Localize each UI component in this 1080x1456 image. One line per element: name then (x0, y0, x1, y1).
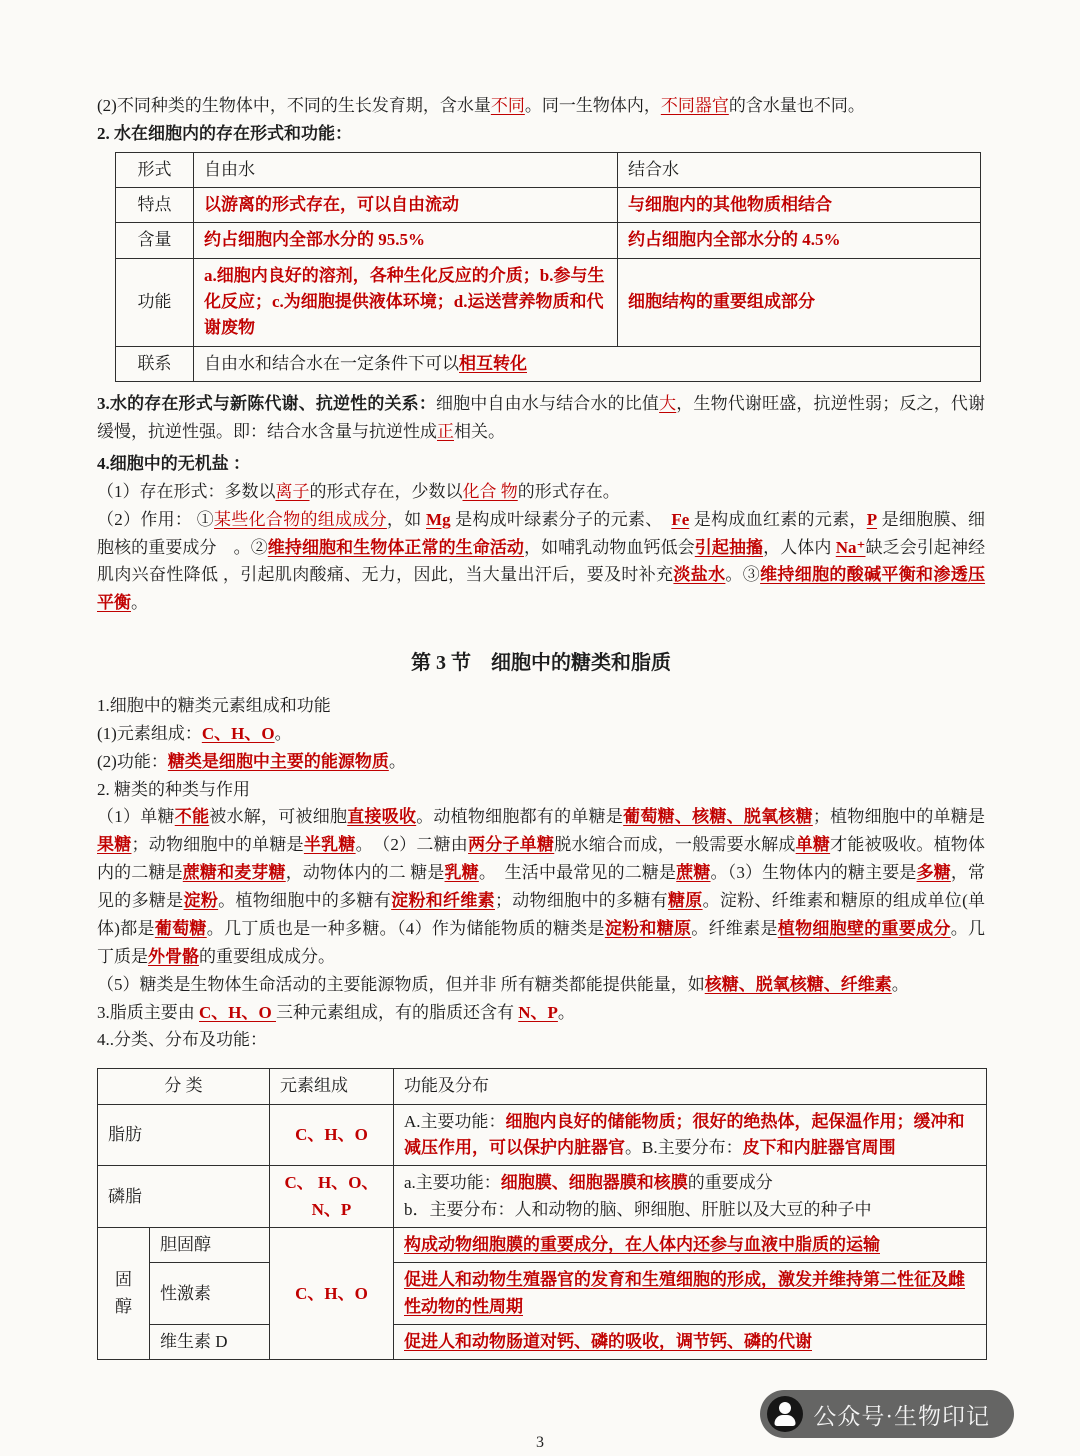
header-cell-function: 功能及分布 (394, 1069, 987, 1104)
table-row (98, 1104, 987, 1166)
official-account-icon (767, 1396, 803, 1432)
table-row (116, 258, 981, 346)
header-cell-class: 分 类 (98, 1069, 270, 1104)
phospholipid-function-line: a.主要功能：细胞膜、细胞器膜和核膜的重要成分 (404, 1173, 773, 1193)
table-row (98, 1069, 987, 1104)
table-row (98, 1166, 987, 1228)
table-cell: 结合水 (618, 152, 981, 187)
table-cell: 与细胞内的其他物质相结合 (618, 188, 981, 223)
table-cell (394, 1166, 987, 1228)
table-row (116, 188, 981, 223)
table-row (98, 1325, 987, 1360)
watermark-badge (760, 1390, 1014, 1438)
table-cell: 维生素 D (150, 1325, 270, 1360)
table-cell: 性激素 (150, 1263, 270, 1325)
page-number: 3 (536, 1434, 544, 1451)
paragraph-sugar-types-detail: （1）单糖不能被水解，可被细胞直接吸收。动植物细胞都有的单糖是葡萄糖、核糖、脱氧核糖；植物细胞中的单糖是果糖；动物细胞中的单糖是半乳糖。 （2）二糖由两分子单糖脱水缩合而成，一般需要水解成单糖才能被吸收。植物体内的二糖是蔗糖和麦芽糖，动物体内的二 糖是乳糖。 生活中最常见的二糖是蔗糖。（3）生物体内的糖主要是多糖，常见的多糖是淀粉。植物细胞中的多糖有淀粉和纤维素；动物细胞中的多糖有糖原。淀粉、纤维素和糖原的组成单位(单体)都是葡萄糖。几丁质也是一种多糖。（4）作为储能物质的糖类是淀粉和糖原。纤维素是植物细胞壁的重要成分。几丁质是外骨骼的重要组成成分。 (97, 807, 986, 966)
heading-water-forms: 2. 水在细胞内的存在形式和功能： (97, 123, 352, 143)
table-cell: 自由水和结合水在一定条件下可以相互转化 (194, 346, 981, 381)
paragraph-water-content: (2)不同种类的生物体中，不同的生长发育期，含水量不同。同一生物体内，不同器官的含水量也不同。 (97, 96, 865, 115)
table-cell: 构成动物细胞膜的重要成分，在人体内还参与血液中脂质的运输 (394, 1228, 987, 1263)
table-cell: A.主要功能：细胞内良好的储能物质；很好的绝热体，起保温作用；缓冲和减压作用，可以保护内脏器官。B.主要分布：皮下和内脏器官周围 (394, 1104, 987, 1166)
table-row (116, 152, 981, 187)
table-row (98, 1228, 987, 1263)
paragraph-lipid-elements: 3.脂质主要由 C、H、O 三种元素组成，有的脂质还含有 N、P。 (97, 1002, 575, 1022)
table-cell: C、H、O (270, 1228, 394, 1360)
table-cell: 细胞结构的重要组成部分 (618, 258, 981, 346)
heading-inorganic-salts: 4.细胞中的无机盐 ： (97, 453, 250, 473)
row-label-cell: 磷脂 (98, 1166, 270, 1228)
table-cell: C、 H、O、N、P (270, 1166, 394, 1228)
paragraph-salt-forms: （1）存在形式：多数以离子的形式存在，少数以化合 物的形式存在。 (97, 481, 620, 501)
water-forms-table (115, 152, 981, 382)
table-cell: C、H、O (270, 1104, 394, 1166)
row-label-cell: 脂肪 (98, 1104, 270, 1166)
paragraph-sugar-elements: (1)元素组成：C、H、O。 (97, 723, 292, 743)
table-row (116, 223, 981, 258)
row-label-cell: 形式 (116, 152, 194, 187)
table-cell: a.细胞内良好的溶剂，各种生化反应的介质；b.参与生化反应；c.为细胞提供液体环境；d.运送营养物质和代谢废物 (194, 258, 618, 346)
table-cell: 约占细胞内全部水分的 4.5% (618, 223, 981, 258)
phospholipid-distribution-line: b．主要分布：人和动物的脑、卵细胞、肝脏以及大豆的种子中 (404, 1199, 872, 1219)
table-cell: 以游离的形式存在，可以自由流动 (194, 188, 618, 223)
paragraph-salt-functions: （2）作用： ①某些化合物的组成成分，如 Mg 是构成叶绿素分子的元素、 Fe 是构成血红素的元素，P 是细胞膜、细胞核的重要成分 。②维持细胞和生物体正常的生命活动，如哺乳动物血钙低会引起抽搐，人体内 Na⁺缺乏会引起神经肌肉兴奋性降低 ，引起肌肉酸痛、无力，因此，当大量出汗后，要及时补充淡盐水。③维持细胞的酸碱平衡和渗透压平衡。 (97, 509, 986, 613)
table-cell: 自由水 (194, 152, 618, 187)
row-label-cell: 联系 (116, 346, 194, 381)
row-label-cell: 特点 (116, 188, 194, 223)
paragraph-water-metabolism: 3.水的存在形式与新陈代谢、抗逆性的关系：细胞中自由水与结合水的比值大，生物代谢旺盛，抗逆性弱；反之，代谢缓慢，抗逆性强。即：结合水含量与抗逆性成正相关。 (97, 394, 986, 442)
row-label-cell: 功能 (116, 258, 194, 346)
section-heading-sugars-lipids: 第 3 节 细胞中的糖类和脂质 (411, 652, 671, 675)
table-row (98, 1263, 987, 1325)
paragraph-sugar-function: (2)功能：糖类是细胞中主要的能源物质。 (97, 751, 406, 771)
table-cell: 约占细胞内全部水分的 95.5% (194, 223, 618, 258)
table-cell: 促进人和动物生殖器官的发育和生殖细胞的形成，激发并维持第二性征及雌性动物的性周期 (394, 1263, 987, 1325)
table-cell: 胆固醇 (150, 1228, 270, 1263)
heading-sugar-types: 2. 糖类的种类与作用 (97, 779, 250, 799)
heading-lipid-classification: 4..分类、分布及功能： (97, 1030, 267, 1050)
watermark-text: 公众号·生物印记 (813, 1403, 990, 1429)
table-row (116, 346, 981, 381)
header-cell-elements: 元素组成 (270, 1069, 394, 1104)
row-label-cell: 固醇 (98, 1228, 150, 1360)
paragraph-sugar-intro: 1.细胞中的糖类元素组成和功能 (97, 695, 331, 715)
table-cell: 促进人和动物肠道对钙、磷的吸收，调节钙、磷的代谢 (394, 1325, 987, 1360)
paragraph-sugar-energy: （5）糖类是生物体生命活动的主要能源物质，但并非 所有糖类都能提供能量，如核糖、脱氧核糖、纤维素。 (97, 974, 909, 994)
row-label-cell: 含量 (116, 223, 194, 258)
lipids-table (97, 1068, 987, 1360)
